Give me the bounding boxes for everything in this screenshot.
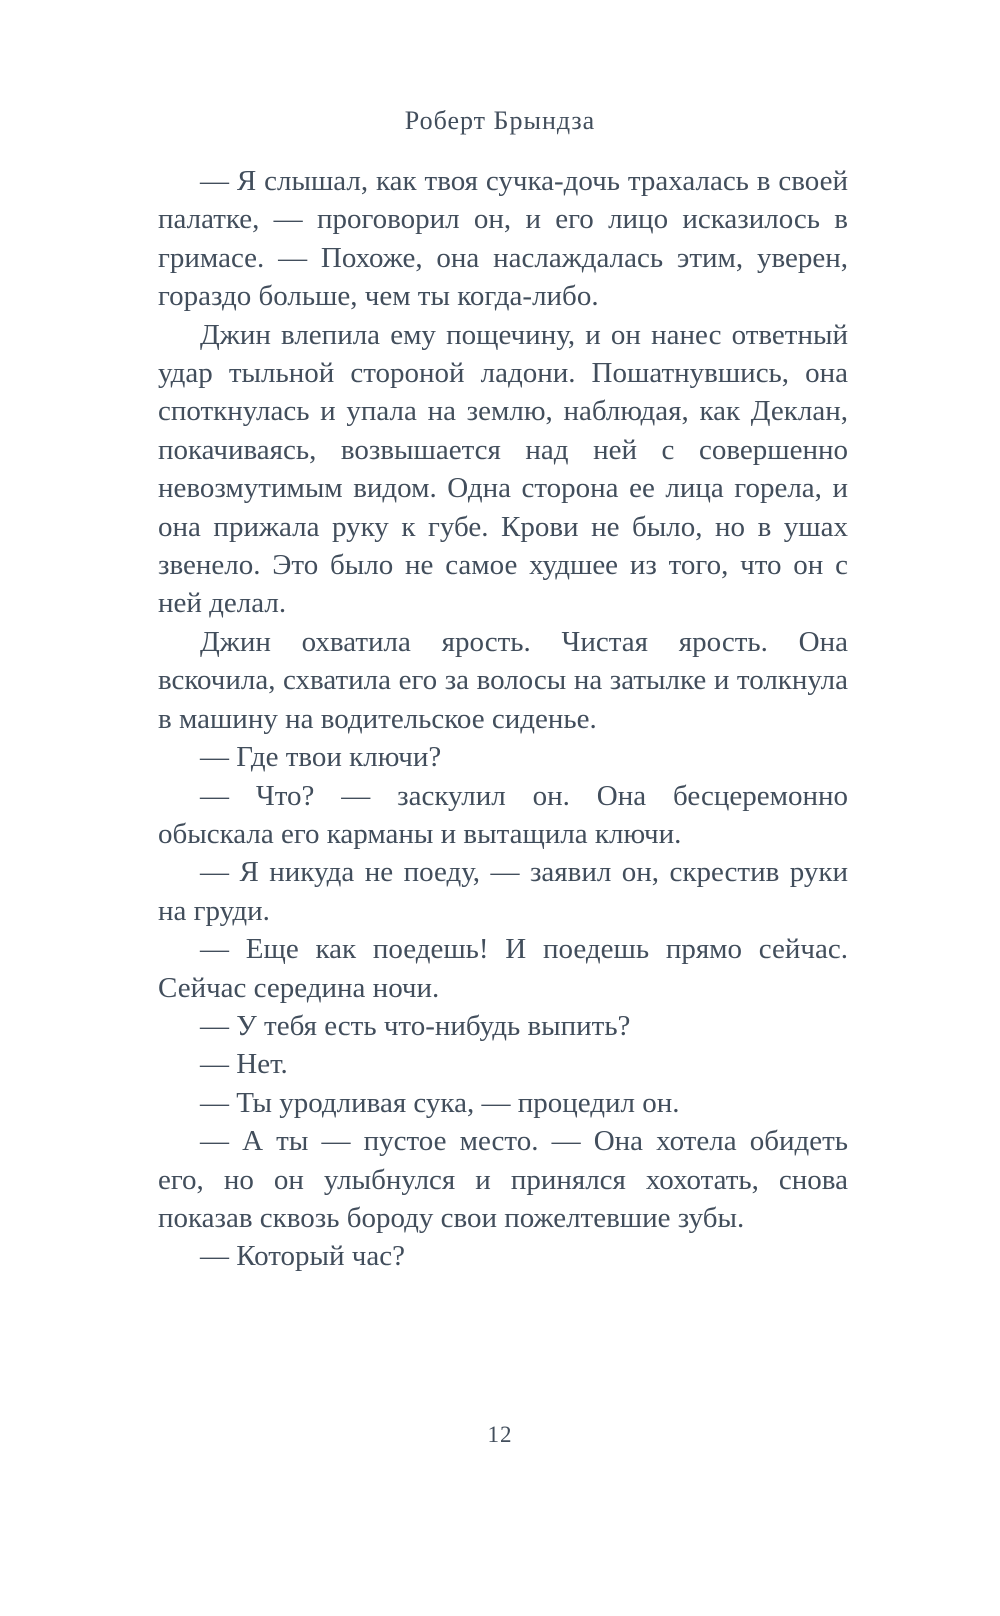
- page-number: 12: [487, 1422, 513, 1447]
- paragraph: — Который час?: [200, 1240, 406, 1273]
- paragraph: — Что? — заскулил он. Она бесцеремонно обыскала его карманы и вытащила ключи.: [158, 779, 848, 850]
- paragraph: — Я никуда не поеду, — заявил он, скрестив руки на груди.: [158, 856, 848, 927]
- paragraph: — Где твои ключи?: [200, 741, 442, 774]
- paragraph: Джин влепила ему пощечину, и он нанес ответный удар тыльной стороной ладони. Пошатнувшись, она споткнулась и упала на землю, наблюдая, как Деклан, покачиваясь, возвышается над ней с совершенно невозмутимым видом. Одна сторона ее лица горела, и она прижала руку к губе. Крови не было, но в ушах звенело. Это было не самое худшее из того, что он с ней делал.: [158, 318, 848, 620]
- paragraph: — Нет.: [200, 1048, 288, 1081]
- paragraph: — Я слышал, как твоя сучка-дочь трахалась в своей палатке, — проговорил он, и его лицо исказилось в гримасе. — Похоже, она наслаждалась этим, уверен, гораздо больше, чем ты когда-либо.: [158, 165, 848, 313]
- paragraph: — Ты уродливая сука, — процедил он.: [200, 1086, 680, 1119]
- running-head-author: Роберт Брындза: [404, 106, 596, 135]
- page-body-text: [158, 162, 848, 1276]
- paragraph: Джин охватила ярость. Чистая ярость. Она вскочила, схватила его за волосы на затылке и толкнула в машину на водительское сиденье.: [158, 625, 848, 735]
- paragraph: — Еще как поедешь! И поедешь прямо сейчас. Сейчас середина ночи.: [158, 933, 848, 1004]
- paragraph: — А ты — пустое место. — Она хотела обидеть его, но он улыбнулся и принялся хохотать, снова показав сквозь бороду свои пожелтевшие зубы.: [158, 1125, 848, 1234]
- paragraph: — У тебя есть что-нибудь выпить?: [200, 1009, 631, 1042]
